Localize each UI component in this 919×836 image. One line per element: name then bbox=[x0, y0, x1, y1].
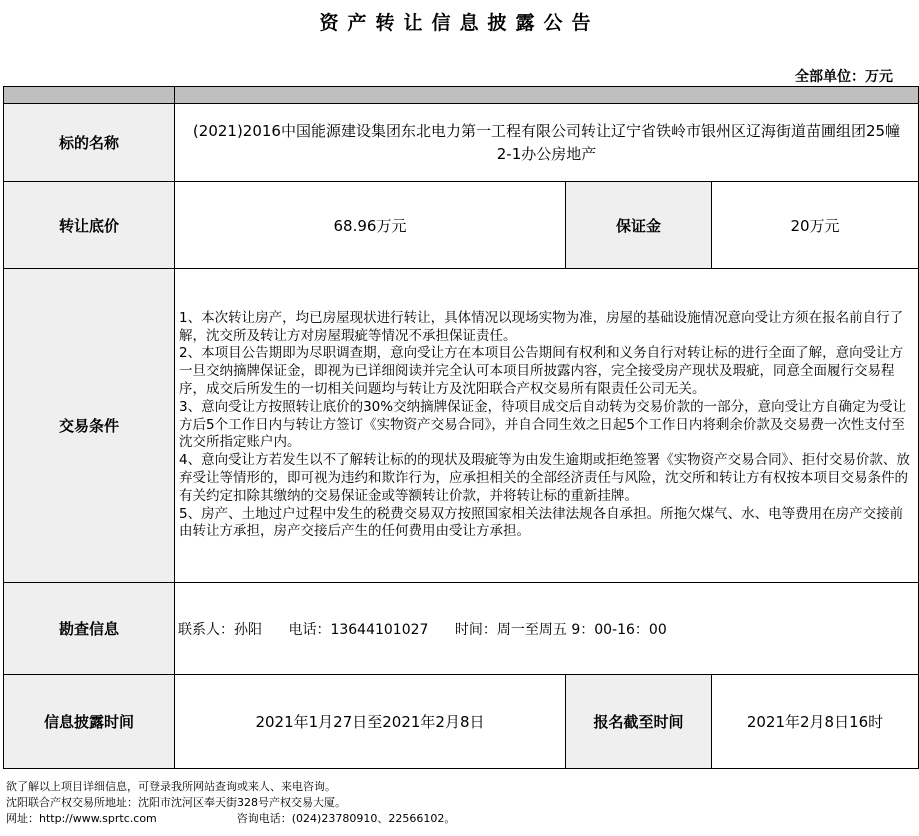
condition-item: 1、本次转让房产，均已房屋现状进行转让，具体情况以现场实物为准，房屋的基础设施情况意向受让方须在报名前自行了解，沈交所及转让方对房屋瑕疵等情况不承担保证责任。 bbox=[179, 309, 904, 344]
condition-item: 5、房产、土地过户过程中发生的税费交易双方按照国家相关法律法规各自承担。所拖欠煤气、水、电等费用在房产交接前由转让方承担，房产交接后产生的任何费用由受让方承担。 bbox=[179, 505, 904, 540]
page-title: 资产转让信息披露公告 bbox=[319, 12, 600, 34]
price-value: 68.96万元 bbox=[175, 182, 566, 269]
conditions-label: 交易条件 bbox=[4, 269, 175, 583]
subject-label: 标的名称 bbox=[4, 104, 175, 182]
subject-value: (2021)2016中国能源建设集团东北电力第一工程有限公司转让辽宁省铁岭市银州区辽海街道苗圃组团25幢2-1办公房地产 bbox=[175, 104, 919, 182]
survey-time: 时间：周一至周五 9：00-16：00 bbox=[454, 621, 667, 638]
disclosure-value: 2021年1月27日至2021年2月8日 bbox=[175, 675, 566, 769]
subject-row bbox=[4, 104, 919, 182]
deposit-value: 20万元 bbox=[712, 182, 919, 269]
price-row bbox=[4, 182, 919, 269]
deposit-label: 保证金 bbox=[566, 182, 712, 269]
unit-note: 全部单位：万元 bbox=[795, 69, 893, 85]
deadline-value: 2021年2月8日16时 bbox=[712, 675, 919, 769]
price-label: 转让底价 bbox=[4, 182, 175, 269]
survey-contact: 联系人：孙阳 bbox=[178, 621, 262, 638]
survey-row bbox=[4, 583, 919, 675]
disclosure-row bbox=[4, 675, 919, 769]
footer-line-3 bbox=[6, 811, 455, 827]
survey-label: 勘查信息 bbox=[4, 583, 175, 675]
conditions-row bbox=[4, 269, 919, 583]
footer-line-2: 沈阳联合产权交易所地址：沈阳市沈河区奉天街328号产权交易大厦。 bbox=[6, 796, 346, 809]
condition-item: 2、本项目公告期即为尽职调查期，意向受让方在本项目公告期间有权利和义务自行对转让标的进行全面了解，意向受让方一旦交纳摘牌保证金，即视为已详细阅读并完全认可本项目所披露内容，完全接受房产现状及瑕疵，同意全面履行交易程序，成交后所发生的一切相关问题均与转让方及沈阳联合产权交易所有限责任公司无关。 bbox=[179, 345, 904, 397]
survey-phone: 电话：13644101027 bbox=[288, 621, 429, 638]
disclosure-table bbox=[3, 86, 919, 769]
footer-website[interactable]: 网址：http://www.sprtc.com bbox=[6, 812, 157, 825]
survey-info bbox=[175, 583, 919, 675]
disclosure-label: 信息披露时间 bbox=[4, 675, 175, 769]
condition-item: 4、意向受让方若发生以不了解转让标的的现状及瑕疵等为由发生逾期或拒绝签署《实物资产交易合同》、拒付交易价款、放弃受让等情形的，即可视为违约和欺诈行为，应承担相关的全部经济责任与风险，沈交所和转让方有权按本项目交易条件的有关约定扣除其缴纳的交易保证金或等额转让价款，并将转让标的重新挂牌。 bbox=[179, 452, 910, 504]
footer-notes bbox=[6, 779, 455, 827]
footer-hotline: 咨询电话：(024)23780910、22566102。 bbox=[236, 812, 456, 825]
deadline-label: 报名截至时间 bbox=[566, 675, 712, 769]
header-bar bbox=[4, 87, 919, 104]
conditions-text bbox=[175, 269, 919, 583]
footer-line-1: 欲了解以上项目详细信息，可登录我所网站查询或来人、来电咨询。 bbox=[6, 780, 336, 793]
condition-item: 3、意向受让方按照转让底价的30%交纳摘牌保证金，待项目成交后自动转为交易价款的一部分，意向受让方自确定为受让方后5个工作日内与转让方签订《实物资产交易合同》，并自合同生效之日起5个工作日内将剩余价款及交易费一次性支付至沈交所指定账户内。 bbox=[179, 398, 907, 451]
